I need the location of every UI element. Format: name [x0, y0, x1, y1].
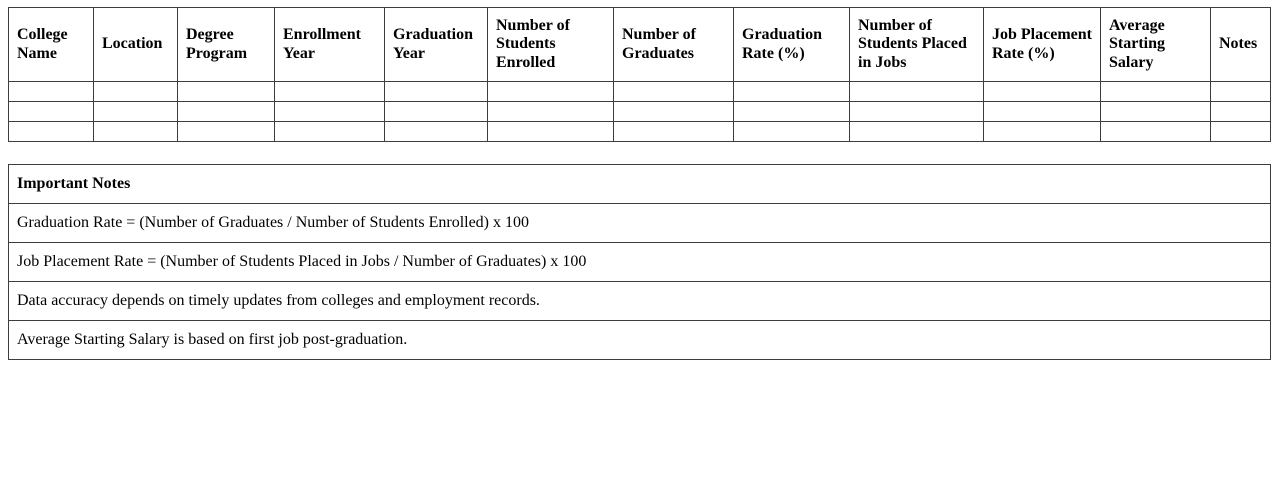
- empty-cell: [488, 102, 614, 122]
- col-header-number-graduates: Number of Graduates: [614, 8, 734, 82]
- empty-cell: [275, 82, 385, 102]
- empty-cell: [734, 102, 850, 122]
- empty-cell: [984, 102, 1101, 122]
- col-header-degree-program: Degree Program: [178, 8, 275, 82]
- empty-data-row: [9, 102, 1271, 122]
- empty-cell: [1211, 122, 1271, 142]
- note-row: [9, 243, 1271, 282]
- empty-cell: [850, 102, 984, 122]
- col-header-number-students-placed: Number of Students Placed in Jobs: [850, 8, 984, 82]
- col-header-enrollment-year: Enrollment Year: [275, 8, 385, 82]
- col-header-job-placement-rate: Job Placement Rate (%): [984, 8, 1101, 82]
- empty-cell: [614, 102, 734, 122]
- empty-cell: [1211, 102, 1271, 122]
- empty-cell: [734, 82, 850, 102]
- empty-cell: [488, 82, 614, 102]
- col-header-number-students-enrolled: Number of Students Enrolled: [488, 8, 614, 82]
- empty-cell: [9, 82, 94, 102]
- empty-cell: [614, 82, 734, 102]
- note-item-graduation-rate-formula: Graduation Rate = (Number of Graduates / Number of Students Enrolled) x 100: [9, 204, 1271, 243]
- important-notes-table: [8, 164, 1271, 360]
- empty-cell: [9, 102, 94, 122]
- empty-data-row: [9, 82, 1271, 102]
- note-item-average-salary: Average Starting Salary is based on first job post-graduation.: [9, 321, 1271, 360]
- college-table-header-row: [9, 8, 1271, 82]
- empty-cell: [1211, 82, 1271, 102]
- empty-cell: [734, 122, 850, 142]
- note-item-job-placement-rate-formula: Job Placement Rate = (Number of Students Placed in Jobs / Number of Graduates) x 100: [9, 243, 1271, 282]
- empty-cell: [94, 102, 178, 122]
- note-item-data-accuracy: Data accuracy depends on timely updates from colleges and employment records.: [9, 282, 1271, 321]
- notes-title: Important Notes: [9, 165, 1271, 204]
- empty-cell: [1101, 122, 1211, 142]
- empty-cell: [9, 122, 94, 142]
- empty-cell: [385, 82, 488, 102]
- col-header-college-name: College Name: [9, 8, 94, 82]
- empty-cell: [178, 82, 275, 102]
- empty-cell: [488, 122, 614, 142]
- note-row: [9, 282, 1271, 321]
- empty-cell: [984, 122, 1101, 142]
- empty-cell: [850, 122, 984, 142]
- empty-cell: [178, 122, 275, 142]
- empty-cell: [385, 102, 488, 122]
- col-header-graduation-year: Graduation Year: [385, 8, 488, 82]
- col-header-graduation-rate: Graduation Rate (%): [734, 8, 850, 82]
- note-row: [9, 321, 1271, 360]
- empty-cell: [94, 82, 178, 102]
- col-header-notes: Notes: [1211, 8, 1271, 82]
- col-header-average-starting-salary: Average Starting Salary: [1101, 8, 1211, 82]
- notes-title-row: [9, 165, 1271, 204]
- empty-cell: [275, 122, 385, 142]
- empty-cell: [614, 122, 734, 142]
- empty-cell: [94, 122, 178, 142]
- empty-cell: [984, 82, 1101, 102]
- empty-cell: [178, 102, 275, 122]
- note-row: [9, 204, 1271, 243]
- empty-data-row: [9, 122, 1271, 142]
- empty-cell: [1101, 82, 1211, 102]
- col-header-location: Location: [94, 8, 178, 82]
- college-data-table: [8, 7, 1271, 142]
- empty-cell: [385, 122, 488, 142]
- empty-cell: [275, 102, 385, 122]
- empty-cell: [1101, 102, 1211, 122]
- college-table-body: [9, 82, 1271, 142]
- empty-cell: [850, 82, 984, 102]
